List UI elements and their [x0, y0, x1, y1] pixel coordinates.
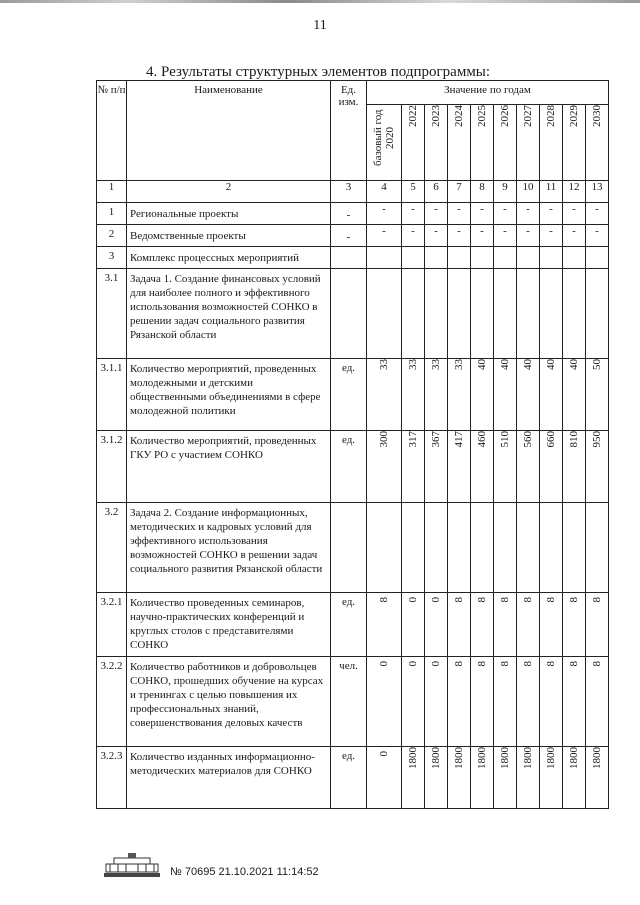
- row-name: Количество мероприятий, проведенных молодежными и детскими общественными объединениями в сфере молодежной политики: [127, 359, 331, 431]
- row-value: [586, 269, 609, 359]
- row-value: 8: [517, 657, 540, 747]
- row-value: -: [367, 225, 402, 247]
- row-value: -: [563, 203, 586, 225]
- results-table: [96, 80, 609, 809]
- column-index: 9: [494, 181, 517, 203]
- row-value: 560: [517, 431, 540, 503]
- column-index: 4: [367, 181, 402, 203]
- row-value: 8: [448, 593, 471, 657]
- row-value: [402, 503, 425, 593]
- emblem-stamp-icon: [100, 852, 164, 878]
- row-value: 8: [540, 593, 563, 657]
- row-value: 8: [471, 657, 494, 747]
- row-unit: [331, 247, 367, 269]
- row-number: 3.1.1: [97, 359, 127, 431]
- table-row: [97, 503, 609, 593]
- scan-edge: [0, 0, 640, 3]
- row-value: 0: [367, 657, 402, 747]
- row-value: 300: [367, 431, 402, 503]
- row-value: [448, 503, 471, 593]
- row-name: Количество работников и добровольцев СОНКО, прошедших обучение на курсах и тренингах с целью повышения их профессиональных знаний, совершенствования деловых качеств: [127, 657, 331, 747]
- row-value: 950: [586, 431, 609, 503]
- row-value: 0: [425, 657, 448, 747]
- registration-footer: № 70695 21.10.2021 11:14:52: [170, 866, 319, 878]
- row-value: [563, 269, 586, 359]
- row-value: 33: [367, 359, 402, 431]
- column-index: 2: [127, 181, 331, 203]
- row-value: 1800: [586, 747, 609, 809]
- header-year: 2029: [563, 105, 586, 181]
- row-value: [471, 247, 494, 269]
- row-name: Задача 1. Создание финансовых условий для наиболее полного и эффективного использования возможностей СОНКО в решении задач социального развития Рязанской области: [127, 269, 331, 359]
- row-value: 40: [517, 359, 540, 431]
- header-name: Наименование: [127, 81, 331, 181]
- row-value: 8: [517, 593, 540, 657]
- row-value: 367: [425, 431, 448, 503]
- row-value: [402, 269, 425, 359]
- table-row: [97, 431, 609, 503]
- row-value: 8: [586, 593, 609, 657]
- row-value: -: [367, 203, 402, 225]
- row-value: [494, 503, 517, 593]
- table-row: [97, 269, 609, 359]
- row-value: -: [563, 225, 586, 247]
- table-row: [97, 747, 609, 809]
- row-value: [494, 247, 517, 269]
- row-value: [367, 247, 402, 269]
- row-value: 40: [563, 359, 586, 431]
- row-number: 3.1: [97, 269, 127, 359]
- column-index: 6: [425, 181, 448, 203]
- header-year: 2026: [494, 105, 517, 181]
- row-unit: ед.: [331, 593, 367, 657]
- row-value: 0: [402, 593, 425, 657]
- row-value: 8: [563, 593, 586, 657]
- row-number: 3.2.2: [97, 657, 127, 747]
- row-value: 40: [540, 359, 563, 431]
- row-value: 50: [586, 359, 609, 431]
- row-value: [471, 269, 494, 359]
- row-name: Задача 2. Создание информационных, методических и кадровых условий для эффективного использования возможностей СОНКО в решении задач социального развития Рязанской области: [127, 503, 331, 593]
- row-value: 8: [367, 593, 402, 657]
- column-index: 7: [448, 181, 471, 203]
- row-value: 8: [471, 593, 494, 657]
- row-value: 0: [425, 593, 448, 657]
- column-index: 3: [331, 181, 367, 203]
- row-value: 33: [448, 359, 471, 431]
- row-value: [367, 503, 402, 593]
- row-value: 1800: [563, 747, 586, 809]
- row-value: [425, 503, 448, 593]
- row-value: 660: [540, 431, 563, 503]
- row-value: [563, 247, 586, 269]
- row-value: [540, 269, 563, 359]
- row-name: Количество мероприятий, проведенных ГКУ РО с участием СОНКО: [127, 431, 331, 503]
- row-value: [517, 503, 540, 593]
- row-value: -: [471, 203, 494, 225]
- row-value: -: [586, 225, 609, 247]
- row-value: 460: [471, 431, 494, 503]
- row-unit: чел.: [331, 657, 367, 747]
- row-value: 417: [448, 431, 471, 503]
- row-value: [563, 503, 586, 593]
- header-values: Значение по годам: [367, 81, 609, 105]
- header-year: базовый год 2020: [367, 105, 402, 181]
- row-unit: ед.: [331, 747, 367, 809]
- header-year: 2022: [402, 105, 425, 181]
- row-value: -: [540, 203, 563, 225]
- row-value: -: [471, 225, 494, 247]
- row-value: [586, 503, 609, 593]
- row-value: [517, 247, 540, 269]
- row-name: Ведомственные проекты: [127, 225, 331, 247]
- table-row: [97, 359, 609, 431]
- row-value: 0: [402, 657, 425, 747]
- header-year: 2027: [517, 105, 540, 181]
- row-value: [471, 503, 494, 593]
- row-value: 8: [494, 657, 517, 747]
- row-value: [540, 503, 563, 593]
- row-value: [402, 247, 425, 269]
- row-value: 1800: [402, 747, 425, 809]
- column-index: 1: [97, 181, 127, 203]
- row-number: 1: [97, 203, 127, 225]
- row-value: -: [402, 203, 425, 225]
- row-value: 8: [494, 593, 517, 657]
- header-year: 2024: [448, 105, 471, 181]
- row-unit: [331, 503, 367, 593]
- row-name: Количество изданных информационно-методических материалов для СОНКО: [127, 747, 331, 809]
- column-index: 5: [402, 181, 425, 203]
- row-value: -: [517, 225, 540, 247]
- row-value: -: [540, 225, 563, 247]
- row-unit: ед.: [331, 359, 367, 431]
- row-number: 3.2: [97, 503, 127, 593]
- row-value: 8: [586, 657, 609, 747]
- row-value: 40: [494, 359, 517, 431]
- row-value: -: [425, 203, 448, 225]
- column-index: 10: [517, 181, 540, 203]
- header-year: 2023: [425, 105, 448, 181]
- header-year: 2030: [586, 105, 609, 181]
- row-value: [448, 269, 471, 359]
- row-number: 3.2.1: [97, 593, 127, 657]
- row-value: 1800: [471, 747, 494, 809]
- row-value: [586, 247, 609, 269]
- row-value: 1800: [517, 747, 540, 809]
- column-index: 8: [471, 181, 494, 203]
- header-num: № п/п: [97, 81, 127, 181]
- header-year: 2028: [540, 105, 563, 181]
- page-number: 11: [313, 18, 327, 33]
- row-value: 1800: [540, 747, 563, 809]
- row-unit: -: [331, 203, 367, 225]
- column-index: 13: [586, 181, 609, 203]
- row-value: 8: [540, 657, 563, 747]
- column-index: 11: [540, 181, 563, 203]
- row-value: -: [425, 225, 448, 247]
- row-value: [494, 269, 517, 359]
- row-value: [448, 247, 471, 269]
- row-value: [517, 269, 540, 359]
- row-number: 3: [97, 247, 127, 269]
- table-row: [97, 225, 609, 247]
- header-unit: Ед. изм.: [331, 81, 367, 181]
- row-name: Комплекс процессных мероприятий: [127, 247, 331, 269]
- row-number: 3.1.2: [97, 431, 127, 503]
- row-value: [540, 247, 563, 269]
- row-unit: [331, 269, 367, 359]
- row-value: 810: [563, 431, 586, 503]
- row-unit: ед.: [331, 431, 367, 503]
- row-value: -: [586, 203, 609, 225]
- table-row: [97, 203, 609, 225]
- table-row: [97, 657, 609, 747]
- row-number: 3.2.3: [97, 747, 127, 809]
- row-name: Региональные проекты: [127, 203, 331, 225]
- row-name: Количество проведенных семинаров, научно-практических конференций и круглых столов с представителями СОНКО: [127, 593, 331, 657]
- table-row: [97, 247, 609, 269]
- row-value: 1800: [494, 747, 517, 809]
- row-value: -: [517, 203, 540, 225]
- row-value: 8: [563, 657, 586, 747]
- row-value: [367, 269, 402, 359]
- row-value: [425, 269, 448, 359]
- row-value: 317: [402, 431, 425, 503]
- row-value: 0: [367, 747, 402, 809]
- row-value: -: [494, 225, 517, 247]
- table-row: [97, 593, 609, 657]
- section-heading: 4. Результаты структурных элементов подпрограммы:: [146, 64, 491, 80]
- row-value: -: [402, 225, 425, 247]
- row-value: [425, 247, 448, 269]
- header-year: 2025: [471, 105, 494, 181]
- row-value: 8: [448, 657, 471, 747]
- row-unit: -: [331, 225, 367, 247]
- column-index: 12: [563, 181, 586, 203]
- row-value: 1800: [425, 747, 448, 809]
- row-value: 33: [425, 359, 448, 431]
- row-number: 2: [97, 225, 127, 247]
- row-value: -: [494, 203, 517, 225]
- row-value: -: [448, 203, 471, 225]
- row-value: 33: [402, 359, 425, 431]
- row-value: 1800: [448, 747, 471, 809]
- row-value: -: [448, 225, 471, 247]
- row-value: 40: [471, 359, 494, 431]
- row-value: 510: [494, 431, 517, 503]
